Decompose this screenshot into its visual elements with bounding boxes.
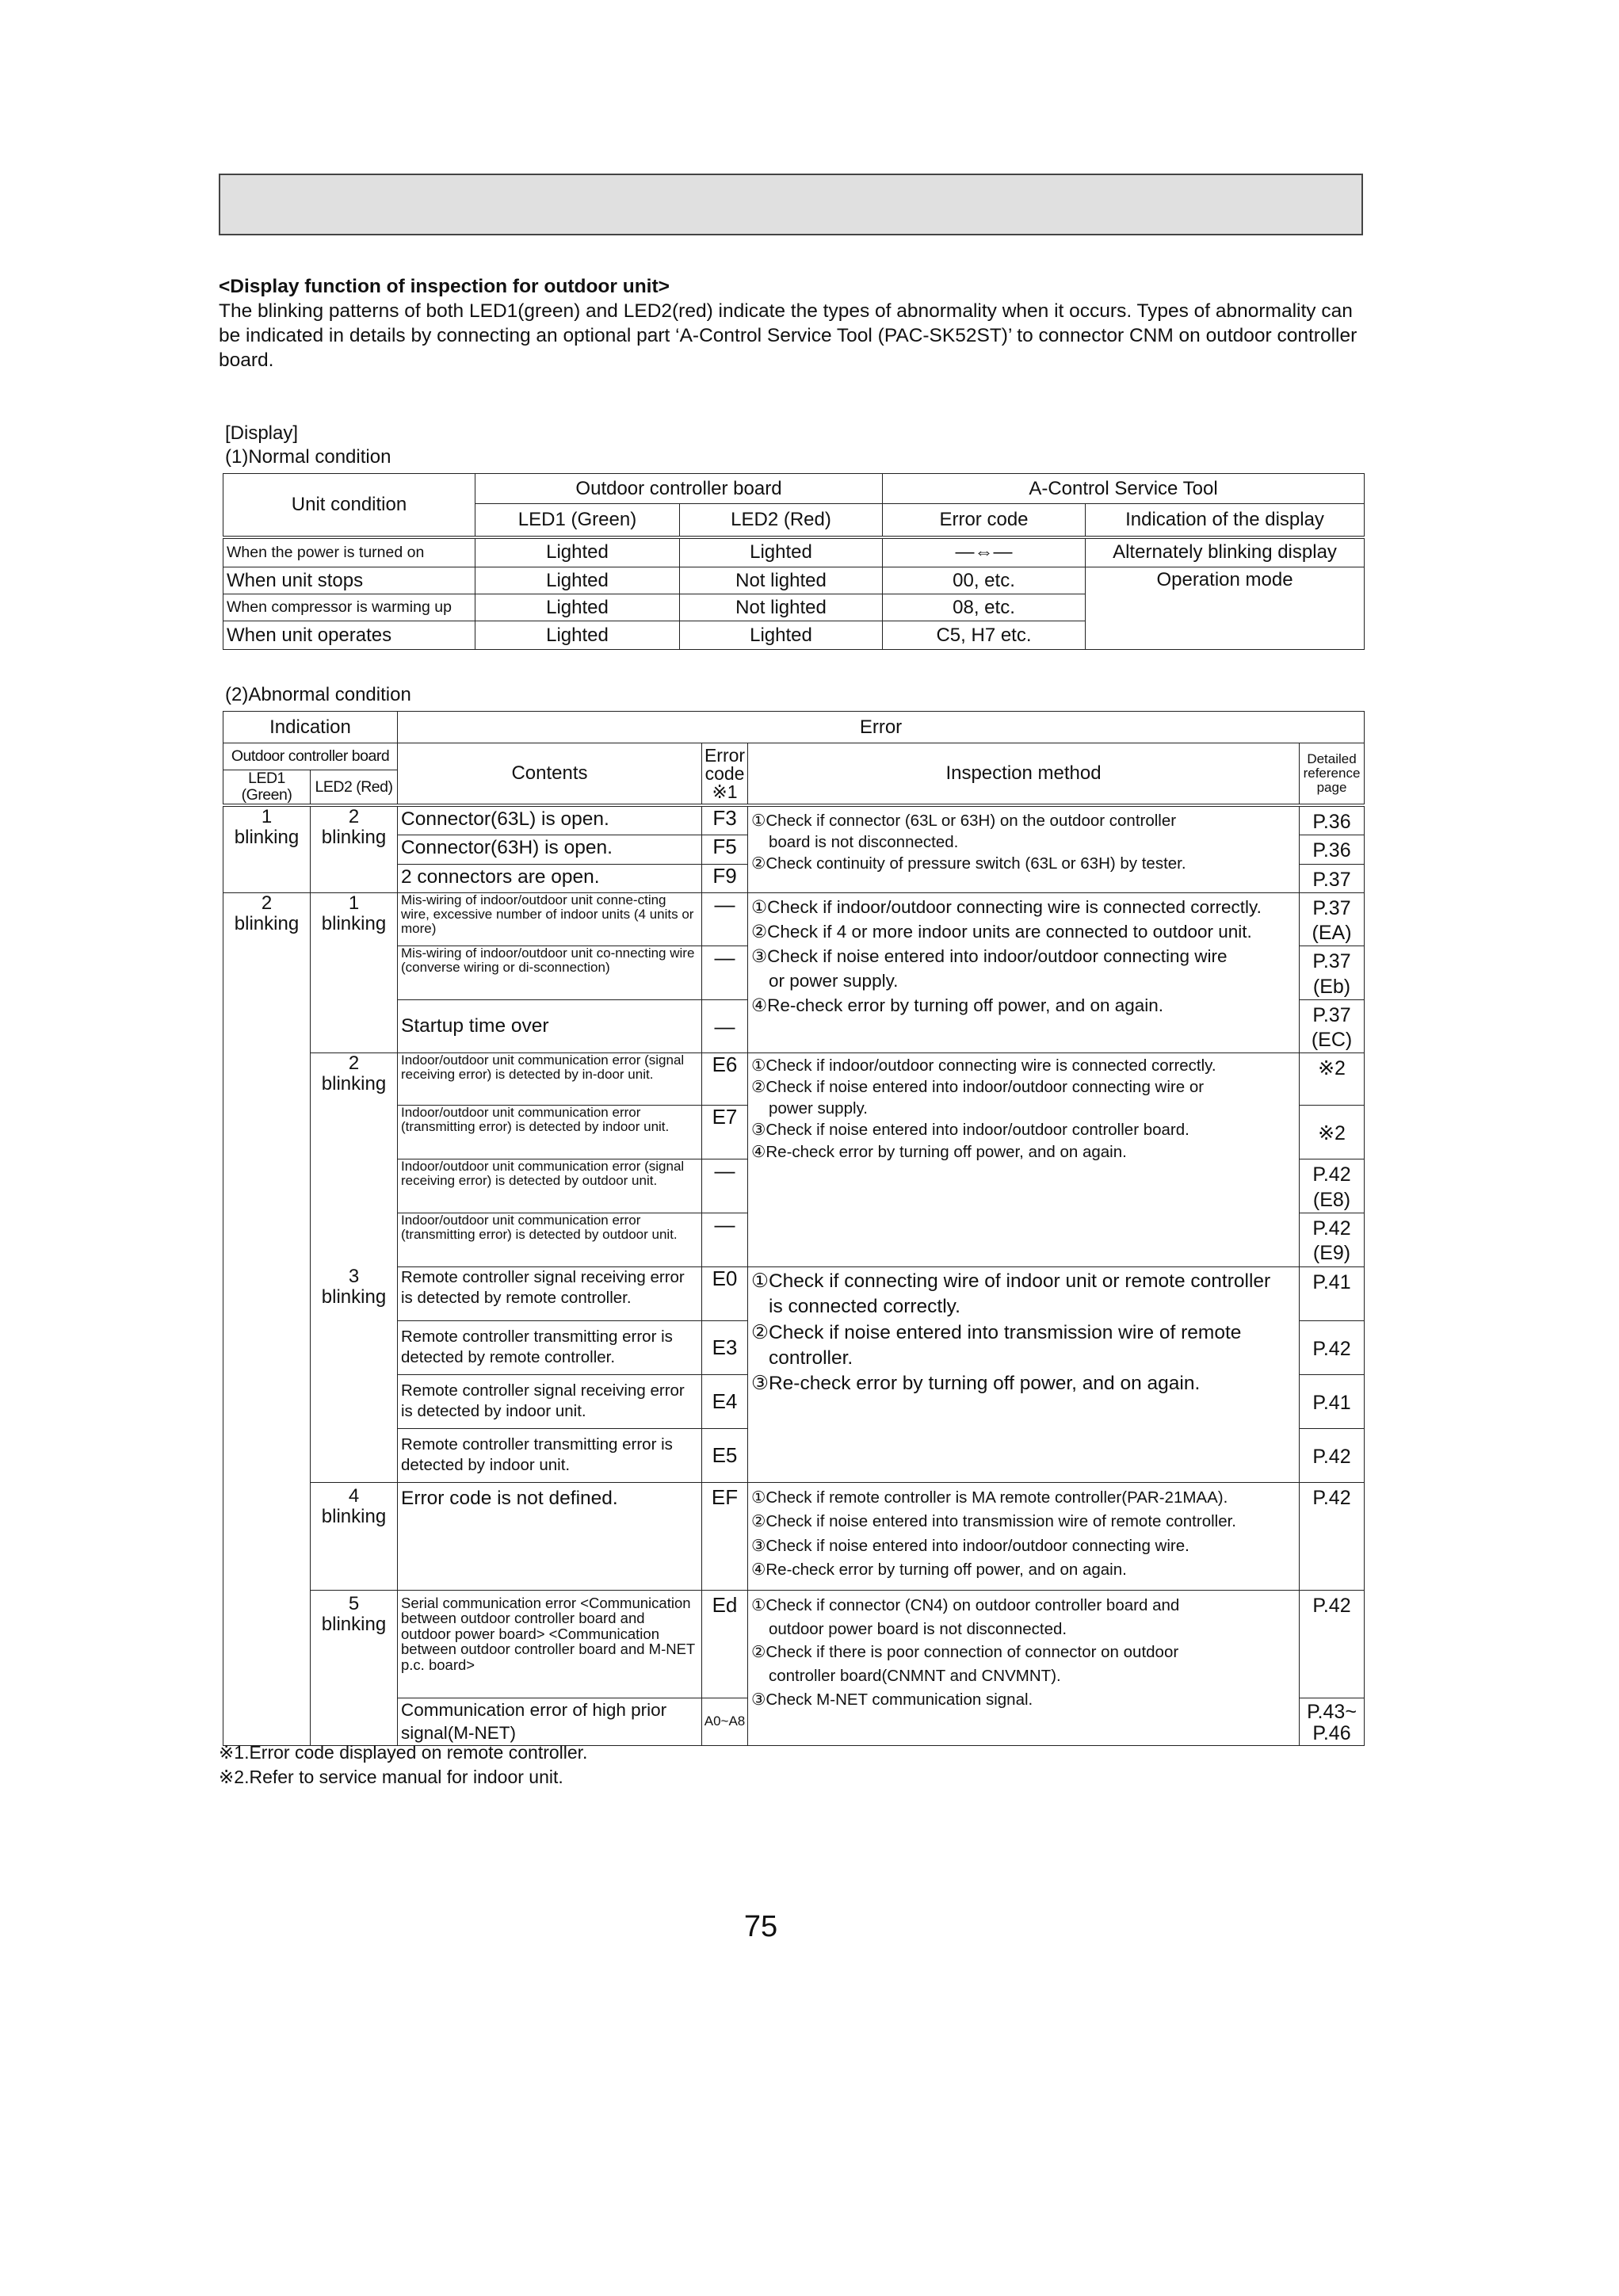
inspection-steps (748, 1590, 1300, 1745)
inspection-step: ②Check continuity of pressure switch (63L or 63H) by tester. (751, 854, 1186, 873)
content-cell: 2 connectors are open. (398, 864, 702, 892)
reference-page: ※2 (1318, 1057, 1346, 1080)
inspection-step: ①Check if remote controller is MA remote controller(PAR-21MAA). (751, 1488, 1228, 1507)
reference-cell: P.41 (1300, 1266, 1365, 1320)
inspection-step: board is not disconnected. (769, 833, 959, 852)
content-cell: Error code is not defined. (398, 1482, 702, 1590)
error-code-cell: F9 (702, 864, 748, 892)
reference-cell: P.37 (1300, 864, 1365, 892)
inspection-step: controller board(CNMNT and CNVMNT). (769, 1667, 1061, 1685)
content-cell: Serial communication error <Communication between outdoor controller board and outdoor power board> <Communication between outdoor controller board and M-NET p.c. board> (398, 1590, 702, 1698)
led2-cell: Lighted (680, 621, 883, 650)
content-cell: Indoor/outdoor unit communication error (transmitting error) is detected by outdoor unit. (398, 1213, 702, 1266)
reference-cell: P.36 (1300, 805, 1365, 835)
header-error-code-line2: code (704, 762, 745, 784)
header-error-code-line3: ※1 (712, 781, 738, 802)
led1-cell: Lighted (475, 567, 680, 594)
reference-code: (E8) (1312, 1188, 1351, 1211)
reference-page: P.42 (1312, 1163, 1351, 1186)
inspection-step: ③Check if noise entered into indoor/outdoor connecting wire (751, 946, 1228, 966)
header-outdoor-board: Outdoor controller board (223, 743, 398, 770)
reference-page: P.46 (1312, 1722, 1351, 1745)
led2-cell: 2 blinking (311, 1053, 398, 1267)
error-code-cell: A0~A8 (702, 1698, 748, 1745)
intro-paragraph: The blinking patterns of both LED1(green) and LED2(red) indicate the types of abnormality when it occurs. Types of abnormality can be indicated in details by connecting an optional part ‘A-Control Service Tool (PAC-SK52ST)’ to connector CNM on outdoor controller board. (219, 300, 1357, 371)
content-cell: Mis-wiring of indoor/outdoor unit conne-cting wire, excessive number of indoor units (4 units or more) (398, 892, 702, 946)
led1-cell: 1 blinking (223, 805, 311, 892)
reference-page: P.37 (1312, 896, 1351, 919)
reference-cell (1300, 1053, 1365, 1106)
led2-cell: Not lighted (680, 567, 883, 594)
reference-cell: P.36 (1300, 835, 1365, 864)
inspection-step: ③Check M-NET communication signal. (751, 1690, 1033, 1709)
inspection-step: ③Check if noise entered into indoor/outdoor controller board. (751, 1121, 1189, 1140)
error-code-cell: F3 (702, 805, 748, 835)
error-code-cell: E5 (702, 1428, 748, 1482)
led1-cell: 2 blinking (223, 892, 311, 1745)
header-outdoor-board: Outdoor controller board (475, 474, 883, 504)
header-indication: Indication (223, 712, 398, 743)
reference-cell (1300, 946, 1365, 1000)
inspection-step: or power supply. (769, 970, 899, 991)
reference-cell (1300, 1106, 1365, 1159)
reference-cell (1300, 1698, 1365, 1745)
condition-cell: When unit operates (223, 621, 475, 650)
inspection-step: ②Check if there is poor connection of connector on outdoor (751, 1643, 1179, 1662)
condition-cell: When compressor is warming up (223, 594, 475, 621)
error-code-cell: E4 (702, 1374, 748, 1428)
error-code-cell: E3 (702, 1320, 748, 1374)
header-bar (219, 174, 1363, 235)
content-cell: Indoor/outdoor unit communication error (signal receiving error) is detected by in-door unit. (398, 1053, 702, 1106)
condition-cell: When the power is turned on (223, 537, 475, 567)
error-code-cell: E7 (702, 1106, 748, 1159)
led2-cell: 4 blinking (311, 1482, 398, 1590)
header-led2: LED2 (Red) (311, 770, 398, 806)
reference-page: P.42 (1312, 1217, 1351, 1240)
inspection-step: power supply. (769, 1099, 868, 1118)
content-cell: Remote controller signal receiving error is detected by indoor unit. (398, 1374, 702, 1428)
intro-section (219, 274, 1368, 372)
section-heading: <Display function of inspection for outdoor unit> (219, 276, 670, 297)
inspection-step: ②Check if noise entered into indoor/outdoor connecting wire or (751, 1078, 1205, 1097)
inspection-step: ①Check if connector (CN4) on outdoor controller board and (751, 1595, 1180, 1614)
inspection-step: ①Check if connector (63L or 63H) on the outdoor controller (751, 812, 1177, 831)
error-code-cell: Ed (702, 1590, 748, 1698)
led2-cell: 1 blinking (311, 892, 398, 1053)
error-code-cell: 00, etc. (883, 567, 1086, 594)
error-code-cell: 08, etc. (883, 594, 1086, 621)
error-code-cell: — (702, 892, 748, 946)
header-inspection: Inspection method (748, 743, 1300, 806)
reference-cell: P.42 (1300, 1482, 1365, 1590)
inspection-step: ②Check if noise entered into transmission wire of remote controller. (751, 1512, 1237, 1531)
header-indication: Indication of the display (1086, 504, 1365, 537)
inspection-step: ④Re-check error by turning off power, and on again. (751, 995, 1164, 1016)
inspection-steps (748, 1266, 1300, 1482)
inspection-step: ②Check if 4 or more indoor units are connected to outdoor unit. (751, 921, 1252, 942)
error-code-cell: EF (702, 1482, 748, 1590)
header-unit-condition: Unit condition (223, 474, 475, 537)
reference-code: (EA) (1312, 922, 1352, 945)
inspection-step: ④Re-check error by turning off power, and on again. (751, 1142, 1127, 1161)
table-row (223, 1590, 1365, 1698)
error-code-cell: E6 (702, 1053, 748, 1106)
header-contents: Contents (398, 743, 702, 806)
inspection-step: ④Re-check error by turning off power, and on again. (751, 1560, 1127, 1579)
page-number: 75 (743, 1910, 778, 1943)
content-cell: Connector(63H) is open. (398, 835, 702, 864)
header-ref-line1: Detailed (1307, 751, 1357, 767)
display-label: [Display] (225, 422, 299, 444)
footnote: ※1.Error code displayed on remote controller. (219, 1742, 588, 1763)
reference-cell (1300, 999, 1365, 1053)
led2-cell: 3 blinking (311, 1266, 398, 1482)
header-led1: LED1 (Green) (475, 504, 680, 537)
inspection-steps (748, 805, 1300, 892)
led2-cell: Not lighted (680, 594, 883, 621)
reference-page: ※2 (1318, 1122, 1346, 1145)
header-led2: LED2 (Red) (680, 504, 883, 537)
content-cell: Indoor/outdoor unit communication error (transmitting error) is detected by indoor unit. (398, 1106, 702, 1159)
header-error-code (702, 743, 748, 806)
error-code-cell: — (702, 999, 748, 1053)
header-reference-page (1300, 743, 1365, 806)
header-led1: LED1 (Green) (223, 770, 311, 806)
header-error: Error (398, 712, 1365, 743)
normal-condition-title: (1)Normal condition (225, 446, 391, 468)
led2-cell: 5 blinking (311, 1590, 398, 1745)
error-code-cell: E0 (702, 1266, 748, 1320)
table-row (223, 805, 1365, 835)
content-cell: Connector(63L) is open. (398, 805, 702, 835)
reference-cell: P.42 (1300, 1590, 1365, 1698)
reference-page: P.43~ (1307, 1700, 1357, 1723)
inspection-step: controller. (769, 1347, 853, 1369)
inspection-step: ③Re-check error by turning off power, and on again. (751, 1373, 1201, 1395)
content-cell: Remote controller transmitting error is detected by indoor unit. (398, 1428, 702, 1482)
display-cell: Operation mode (1086, 567, 1365, 650)
inspection-step: ③Check if noise entered into indoor/outdoor connecting wire. (751, 1536, 1189, 1555)
normal-condition-table (223, 473, 1365, 650)
header-error-code: Error code (883, 504, 1086, 537)
header-service-tool: A-Control Service Tool (883, 474, 1365, 504)
inspection-steps (748, 1053, 1300, 1267)
reference-cell: P.42 (1300, 1320, 1365, 1374)
error-code-cell: F5 (702, 835, 748, 864)
content-cell: Indoor/outdoor unit communication error (signal receiving error) is detected by outdoor unit. (398, 1159, 702, 1213)
inspection-steps (748, 1482, 1300, 1590)
table-row (223, 892, 1365, 946)
inspection-step: ①Check if connecting wire of indoor unit or remote controller (751, 1270, 1271, 1292)
table-row (223, 567, 1365, 594)
table-row (223, 1053, 1365, 1106)
footnotes (219, 1740, 587, 1790)
footnote: ※2.Refer to service manual for indoor unit. (219, 1767, 563, 1787)
content-cell: Mis-wiring of indoor/outdoor unit co-nnecting wire (converse wiring or di-sconnection) (398, 946, 702, 1000)
content-cell: Startup time over (398, 999, 702, 1053)
led1-cell: Lighted (475, 594, 680, 621)
reference-cell (1300, 1213, 1365, 1266)
content-cell: Remote controller transmitting error is detected by remote controller. (398, 1320, 702, 1374)
reference-page: P.37 (1312, 1003, 1351, 1026)
abnormal-condition-table (223, 711, 1365, 1746)
reference-cell (1300, 1159, 1365, 1213)
table-row (223, 537, 1365, 567)
led2-cell: 2 blinking (311, 805, 398, 892)
reference-code: (E9) (1312, 1242, 1351, 1265)
led1-cell: Lighted (475, 621, 680, 650)
table-row (223, 1482, 1365, 1590)
inspection-step: is connected correctly. (769, 1296, 960, 1318)
reference-cell: P.42 (1300, 1428, 1365, 1482)
header-ref-line2: reference (1303, 766, 1361, 781)
error-code-cell: — (702, 1213, 748, 1266)
reference-code: (EC) (1311, 1029, 1353, 1052)
error-code-cell: — (702, 946, 748, 1000)
led1-cell: Lighted (475, 537, 680, 567)
content-cell: Remote controller signal receiving error is detected by remote controller. (398, 1266, 702, 1320)
inspection-step: ②Check if noise entered into transmission wire of remote (751, 1321, 1242, 1343)
header-ref-line3: page (1316, 779, 1347, 795)
header-error-code-line1: Error (704, 744, 746, 766)
inspection-step: ①Check if indoor/outdoor connecting wire is connected correctly. (751, 1056, 1216, 1075)
reference-cell (1300, 892, 1365, 946)
inspection-step: outdoor power board is not disconnected. (769, 1619, 1067, 1638)
error-code-cell: C5, H7 etc. (883, 621, 1086, 650)
led2-cell: Lighted (680, 537, 883, 567)
inspection-steps (748, 892, 1300, 1053)
content-cell: Communication error of high prior signal(M-NET) (398, 1698, 702, 1745)
error-code-cell: —⇔— (883, 537, 1086, 567)
table-row (223, 1266, 1365, 1320)
abnormal-condition-title: (2)Abnormal condition (225, 684, 411, 705)
reference-cell: P.41 (1300, 1374, 1365, 1428)
condition-cell: When unit stops (223, 567, 475, 594)
inspection-step: ①Check if indoor/outdoor connecting wire is connected correctly. (751, 896, 1262, 917)
error-code-cell: — (702, 1159, 748, 1213)
display-cell: Alternately blinking display (1086, 537, 1365, 567)
reference-page: P.37 (1312, 950, 1351, 973)
reference-code: (Eb) (1312, 975, 1351, 998)
